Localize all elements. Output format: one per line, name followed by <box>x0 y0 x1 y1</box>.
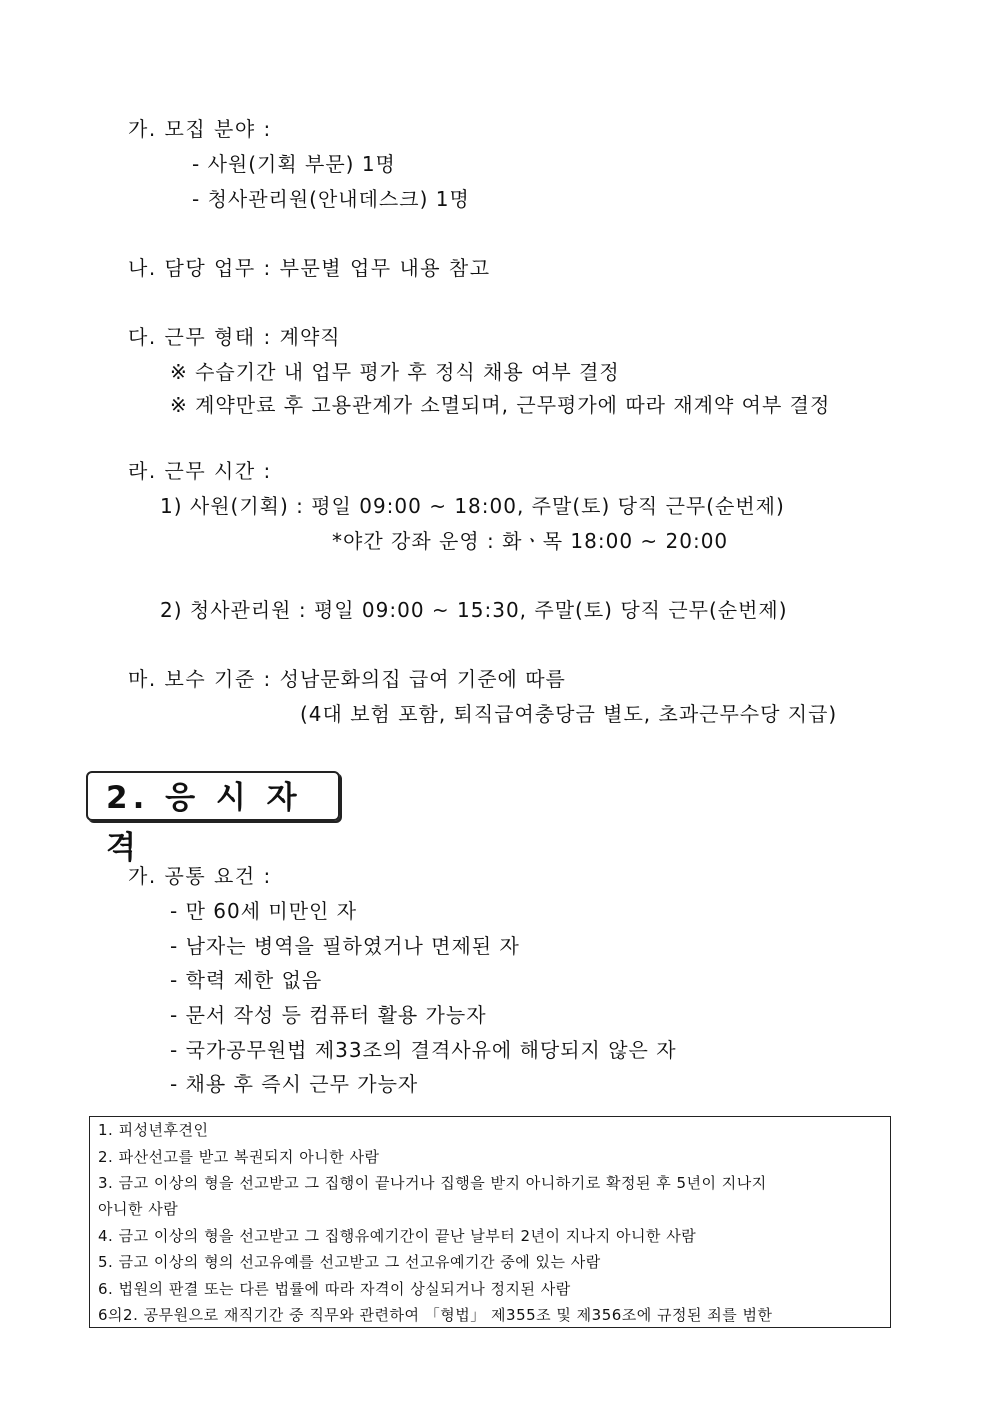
requirement-item: - 국가공무원법 제33조의 결격사유에 해당되지 않은 자 <box>170 1038 677 1062</box>
work-type-line <box>128 323 341 351</box>
recruit-field-heading: 가. 모집 분야 : <box>128 117 272 141</box>
work-hours-heading: 라. 근무 시간 : <box>128 459 272 483</box>
salary-value: 성남문화의집 급여 기준에 따름 <box>279 667 566 691</box>
disqualification-item: 6의2. 공무원으로 재직기간 중 직무와 관련하여 「형법」 제355조 및 제356조에 규정된 죄를 범한 <box>98 1306 773 1324</box>
work-hours-item: 1) 사원(기획) : 평일 09:00 ~ 18:00, 주말(토) 당직 근무(순번제) <box>160 494 785 518</box>
recruit-field-item: - 사원(기획 부문) 1명 <box>192 152 396 176</box>
disqualification-item: 2. 파산선고를 받고 복권되지 아니한 사람 <box>98 1148 380 1166</box>
requirement-item: - 채용 후 즉시 근무 가능자 <box>170 1072 419 1096</box>
duty-heading: 나. 담당 업무 : 부문별 업무 내용 참고 <box>128 256 491 280</box>
disqualification-item: 5. 금고 이상의 형의 선고유예를 선고받고 그 선고유예기간 중에 있는 사람 <box>98 1253 601 1271</box>
work-type-note: ※ 수습기간 내 업무 평가 후 정식 채용 여부 결정 <box>170 360 620 384</box>
work-type-heading: 다. 근무 형태 : <box>128 325 280 349</box>
work-hours-note: *야간 강좌 운영 : 화ㆍ목 18:00 ~ 20:00 <box>332 529 729 553</box>
recruit-field-item: - 청사관리원(안내데스크) 1명 <box>192 187 470 211</box>
requirement-item: - 학력 제한 없음 <box>170 968 323 992</box>
salary-heading: 마. 보수 기준 : <box>128 667 280 691</box>
section-heading: 2. 응 시 자 격 <box>106 780 302 866</box>
work-hours-item: 2) 청사관리원 : 평일 09:00 ~ 15:30, 주말(토) 당직 근무(순번제) <box>160 598 788 622</box>
disqualification-box <box>89 1116 891 1328</box>
work-type-note: ※ 계약만료 후 고용관계가 소멸되며, 근무평가에 따라 재계약 여부 결정 <box>170 393 831 417</box>
section-heading-box <box>86 771 340 866</box>
work-type-value: 계약직 <box>279 325 341 349</box>
disqualification-item: 6. 법원의 판결 또는 다른 법률에 따라 자격이 상실되거나 정지된 사람 <box>98 1280 571 1298</box>
disqualification-item: 4. 금고 이상의 형을 선고받고 그 집행유예기간이 끝난 날부터 2년이 지나지 아니한 사람 <box>98 1227 697 1245</box>
disqualification-item: 아니한 사람 <box>98 1200 179 1218</box>
disqualification-item: 1. 피성년후견인 <box>98 1121 209 1139</box>
salary-line <box>128 665 566 693</box>
salary-note: (4대 보험 포함, 퇴직급여충당금 별도, 초과근무수당 지급) <box>300 702 838 726</box>
requirement-item: - 남자는 병역을 필하였거나 면제된 자 <box>170 934 520 958</box>
requirement-item: - 문서 작성 등 컴퓨터 활용 가능자 <box>170 1003 487 1027</box>
requirement-item: - 만 60세 미만인 자 <box>170 899 358 923</box>
disqualification-item: 3. 금고 이상의 형을 선고받고 그 집행이 끝나거나 집행을 받지 아니하기로 확정된 후 5년이 지나지 <box>98 1174 767 1192</box>
common-requirements-heading: 가. 공통 요건 : <box>128 864 272 888</box>
